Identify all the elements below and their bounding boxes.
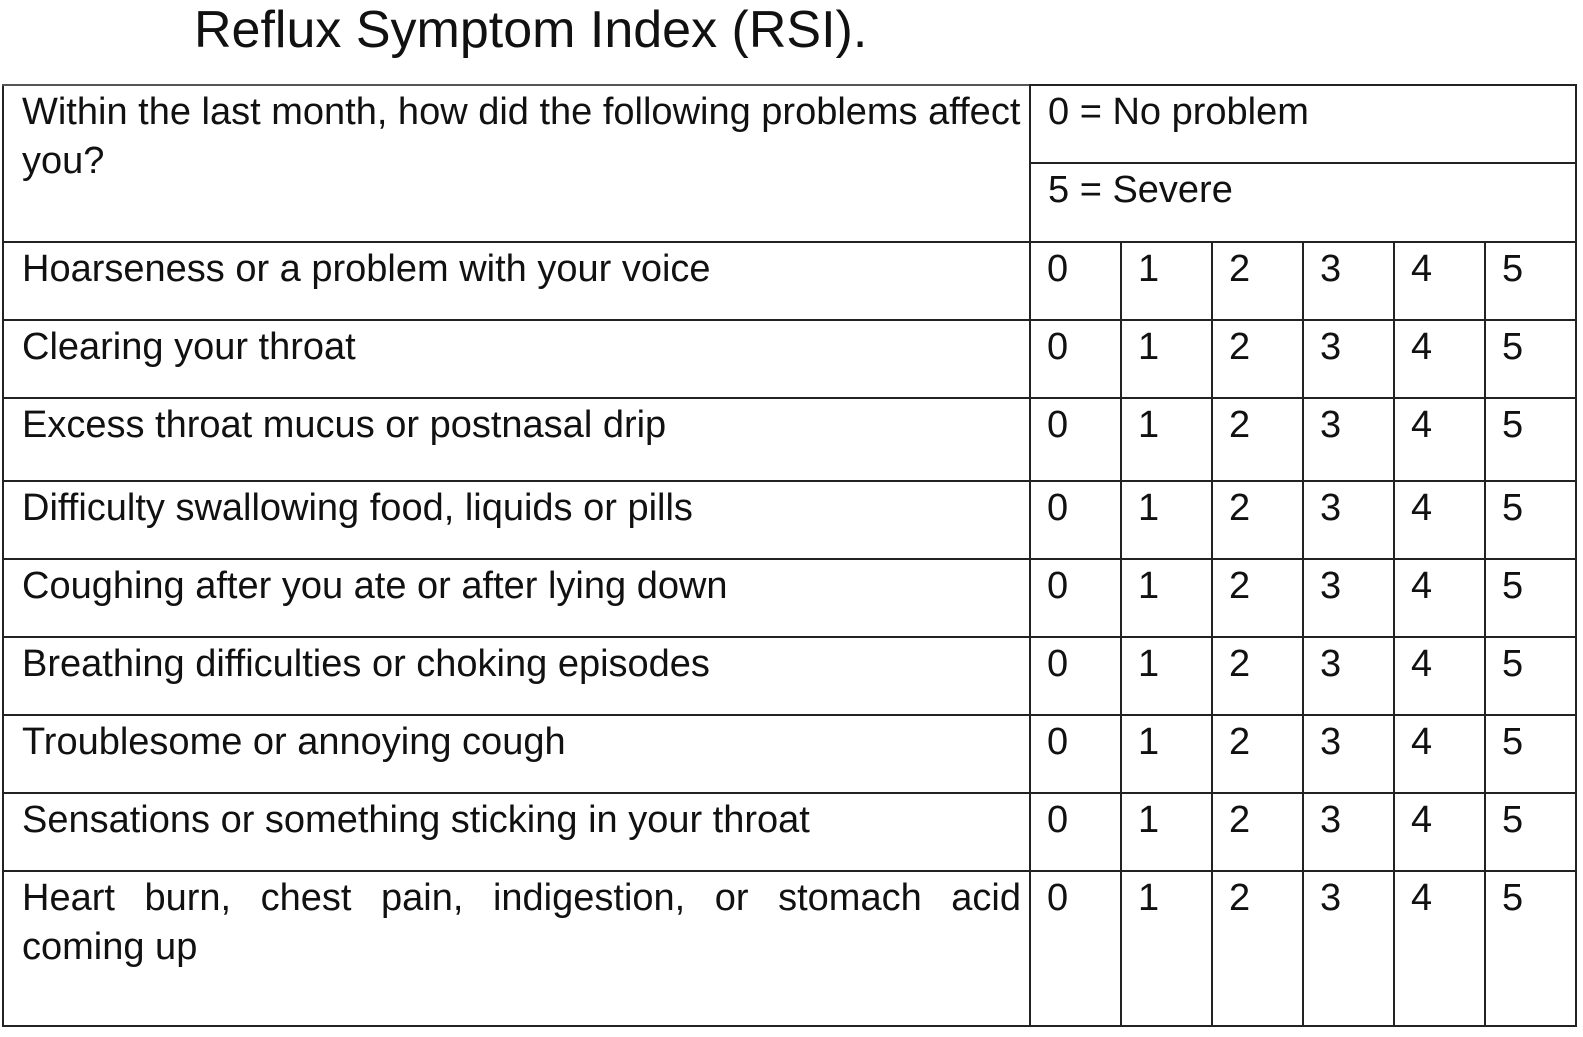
score-option-3[interactable]: 3 xyxy=(1303,793,1394,871)
score-option-3[interactable]: 3 xyxy=(1303,398,1394,481)
symptom-label: Troublesome or annoying cough xyxy=(3,715,1030,793)
score-option-2[interactable]: 2 xyxy=(1212,481,1303,559)
symptom-label: Sensations or something sticking in your throat xyxy=(3,793,1030,871)
symptom-label: Hoarseness or a problem with your voice xyxy=(3,242,1030,320)
score-option-1[interactable]: 1 xyxy=(1121,871,1212,1026)
score-option-4[interactable]: 4 xyxy=(1394,320,1485,398)
symptom-label: Clearing your throat xyxy=(3,320,1030,398)
symptom-row xyxy=(3,481,1576,559)
score-option-3[interactable]: 3 xyxy=(1303,320,1394,398)
symptom-row xyxy=(3,320,1576,398)
symptom-label: Excess throat mucus or postnasal drip xyxy=(3,398,1030,481)
score-option-2[interactable]: 2 xyxy=(1212,715,1303,793)
score-option-4[interactable]: 4 xyxy=(1394,481,1485,559)
score-option-2[interactable]: 2 xyxy=(1212,793,1303,871)
symptom-row xyxy=(3,715,1576,793)
score-option-3[interactable]: 3 xyxy=(1303,637,1394,715)
score-option-3[interactable]: 3 xyxy=(1303,559,1394,637)
score-option-5[interactable]: 5 xyxy=(1485,481,1576,559)
score-option-0[interactable]: 0 xyxy=(1030,637,1121,715)
score-option-1[interactable]: 1 xyxy=(1121,793,1212,871)
header-row xyxy=(3,85,1576,163)
symptom-row xyxy=(3,793,1576,871)
symptom-label: Heart burn, chest pain, indigestion, or stomach acid coming up xyxy=(3,871,1030,1026)
score-option-5[interactable]: 5 xyxy=(1485,320,1576,398)
score-option-1[interactable]: 1 xyxy=(1121,715,1212,793)
score-option-4[interactable]: 4 xyxy=(1394,715,1485,793)
score-option-5[interactable]: 5 xyxy=(1485,715,1576,793)
symptom-label: Breathing difficulties or choking episodes xyxy=(3,637,1030,715)
score-option-5[interactable]: 5 xyxy=(1485,871,1576,1026)
score-option-5[interactable]: 5 xyxy=(1485,398,1576,481)
score-option-0[interactable]: 0 xyxy=(1030,715,1121,793)
score-option-2[interactable]: 2 xyxy=(1212,871,1303,1026)
score-option-0[interactable]: 0 xyxy=(1030,242,1121,320)
score-option-1[interactable]: 1 xyxy=(1121,481,1212,559)
symptom-row xyxy=(3,637,1576,715)
score-option-5[interactable]: 5 xyxy=(1485,637,1576,715)
score-option-2[interactable]: 2 xyxy=(1212,559,1303,637)
score-option-0[interactable]: 0 xyxy=(1030,398,1121,481)
score-option-0[interactable]: 0 xyxy=(1030,320,1121,398)
score-option-5[interactable]: 5 xyxy=(1485,559,1576,637)
score-option-3[interactable]: 3 xyxy=(1303,715,1394,793)
symptom-row xyxy=(3,398,1576,481)
score-option-5[interactable]: 5 xyxy=(1485,242,1576,320)
score-option-0[interactable]: 0 xyxy=(1030,871,1121,1026)
score-option-1[interactable]: 1 xyxy=(1121,398,1212,481)
question-prompt: Within the last month, how did the following problems affect you? xyxy=(3,85,1030,242)
scale-high-label: 5 = Severe xyxy=(1030,163,1576,242)
score-option-1[interactable]: 1 xyxy=(1121,637,1212,715)
score-option-3[interactable]: 3 xyxy=(1303,871,1394,1026)
rsi-table xyxy=(2,84,1577,1027)
score-option-4[interactable]: 4 xyxy=(1394,637,1485,715)
symptom-label: Difficulty swallowing food, liquids or pills xyxy=(3,481,1030,559)
score-option-4[interactable]: 4 xyxy=(1394,793,1485,871)
score-option-2[interactable]: 2 xyxy=(1212,637,1303,715)
score-option-3[interactable]: 3 xyxy=(1303,242,1394,320)
score-option-4[interactable]: 4 xyxy=(1394,559,1485,637)
score-option-0[interactable]: 0 xyxy=(1030,559,1121,637)
score-option-1[interactable]: 1 xyxy=(1121,320,1212,398)
score-option-3[interactable]: 3 xyxy=(1303,481,1394,559)
score-option-4[interactable]: 4 xyxy=(1394,242,1485,320)
score-option-1[interactable]: 1 xyxy=(1121,559,1212,637)
symptom-row xyxy=(3,242,1576,320)
symptom-row xyxy=(3,871,1576,1026)
symptom-label: Coughing after you ate or after lying down xyxy=(3,559,1030,637)
page-title: Reflux Symptom Index (RSI). xyxy=(194,1,868,59)
score-option-0[interactable]: 0 xyxy=(1030,481,1121,559)
score-option-5[interactable]: 5 xyxy=(1485,793,1576,871)
score-option-1[interactable]: 1 xyxy=(1121,242,1212,320)
scale-low-label: 0 = No problem xyxy=(1030,85,1576,163)
score-option-2[interactable]: 2 xyxy=(1212,242,1303,320)
symptom-row xyxy=(3,559,1576,637)
score-option-4[interactable]: 4 xyxy=(1394,871,1485,1026)
score-option-2[interactable]: 2 xyxy=(1212,398,1303,481)
score-option-2[interactable]: 2 xyxy=(1212,320,1303,398)
score-option-4[interactable]: 4 xyxy=(1394,398,1485,481)
score-option-0[interactable]: 0 xyxy=(1030,793,1121,871)
